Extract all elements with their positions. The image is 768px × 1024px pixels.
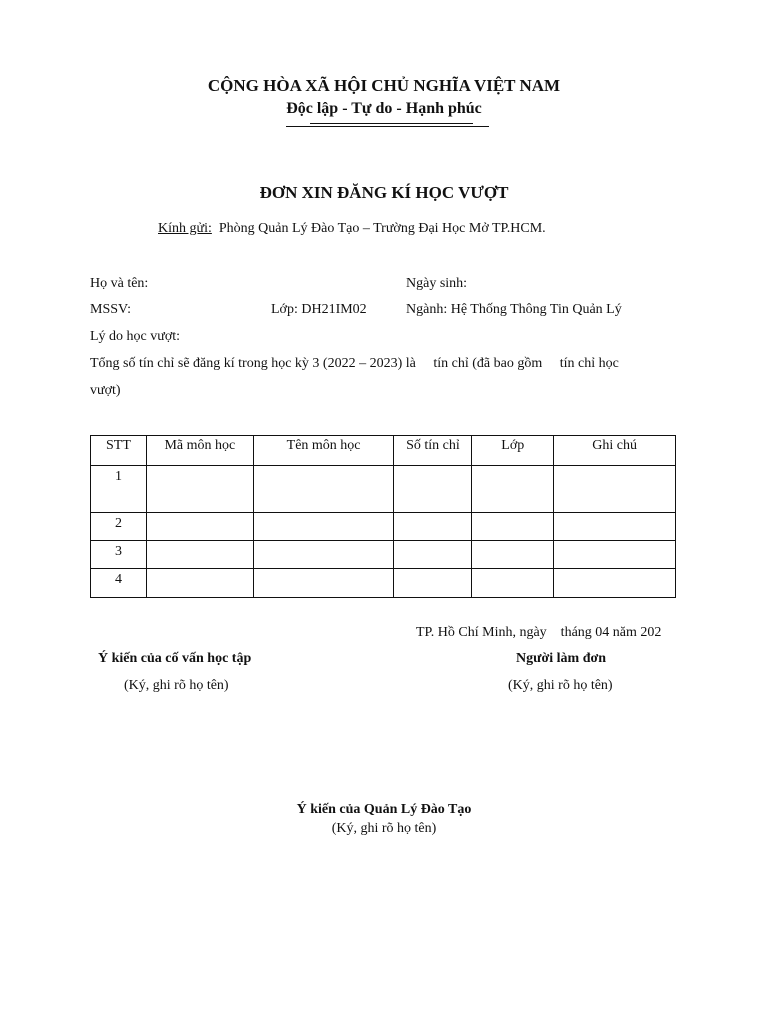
office-sign-note: (Ký, ghi rõ họ tên) (331, 821, 437, 836)
applicant-sign-note: (Ký, ghi rõ họ tên) (508, 678, 613, 693)
cell-class (472, 466, 554, 513)
office-title: Ý kiến của Quản Lý Đào Tạo (296, 802, 472, 817)
table-row (91, 569, 676, 598)
cell-class (472, 569, 554, 598)
course-table (90, 435, 676, 598)
place-date: TP. Hồ Chí Minh, ngày tháng 04 năm 202 (416, 625, 662, 640)
advisor-sign-note: (Ký, ghi rõ họ tên) (124, 678, 229, 693)
table-row (91, 466, 676, 513)
cell-credits (394, 466, 472, 513)
recipient-label: Kính gửi: (158, 221, 212, 236)
name-label: Họ và tên: (90, 276, 149, 291)
header-credits: Số tín chỉ (394, 436, 472, 466)
cell-note (554, 569, 676, 598)
class-field: Lớp: DH21IM02 (271, 302, 367, 317)
credits-line-1: Tổng số tín chỉ sẽ đăng kí trong học kỳ 3 (2022 – 2023) là tín chỉ (đã bao gồm tín chỉ học (90, 356, 619, 371)
cell-credits (394, 541, 472, 569)
header-class: Lớp (472, 436, 554, 466)
cell-credits (394, 513, 472, 541)
table-header-row (91, 436, 676, 466)
header-stt: STT (91, 436, 147, 466)
header-course-code: Mã môn học (146, 436, 253, 466)
header-note: Ghi chú (554, 436, 676, 466)
table-row (91, 513, 676, 541)
cell-stt: 3 (91, 541, 147, 569)
cell-course-name (253, 569, 394, 598)
student-id-label: MSSV: (90, 302, 131, 317)
cell-note (554, 466, 676, 513)
recipient-value: Phòng Quản Lý Đào Tạo – Trường Đại Học Mở TP.HCM. (218, 221, 546, 236)
cell-course-name (253, 466, 394, 513)
country-name: CỘNG HÒA XÃ HỘI CHỦ NGHĨA VIỆT NAM (207, 76, 561, 95)
cell-stt: 4 (91, 569, 147, 598)
cell-class (472, 513, 554, 541)
advisor-title: Ý kiến của cố vấn học tập (98, 651, 252, 666)
cell-course-code (146, 541, 253, 569)
cell-stt: 2 (91, 513, 147, 541)
form-title: ĐƠN XIN ĐĂNG KÍ HỌC VƯỢT (259, 183, 509, 202)
motto-underline-short (310, 123, 473, 124)
motto-underline (286, 126, 489, 127)
cell-course-code (146, 569, 253, 598)
cell-course-code (146, 513, 253, 541)
table-row (91, 541, 676, 569)
cell-note (554, 541, 676, 569)
header-course-name: Tên môn học (253, 436, 394, 466)
applicant-title: Người làm đơn (516, 651, 607, 666)
cell-course-name (253, 541, 394, 569)
dob-label: Ngày sinh: (406, 276, 468, 291)
reason-label: Lý do học vượt: (90, 329, 181, 344)
cell-credits (394, 569, 472, 598)
cell-course-code (146, 466, 253, 513)
major-field: Ngành: Hệ Thống Thông Tin Quản Lý (406, 302, 622, 317)
credits-line-2: vượt) (90, 383, 121, 398)
national-motto: Độc lập - Tự do - Hạnh phúc (286, 100, 482, 117)
recipient-line (158, 221, 546, 237)
cell-course-name (253, 513, 394, 541)
cell-note (554, 513, 676, 541)
cell-class (472, 541, 554, 569)
cell-stt: 1 (91, 466, 147, 513)
